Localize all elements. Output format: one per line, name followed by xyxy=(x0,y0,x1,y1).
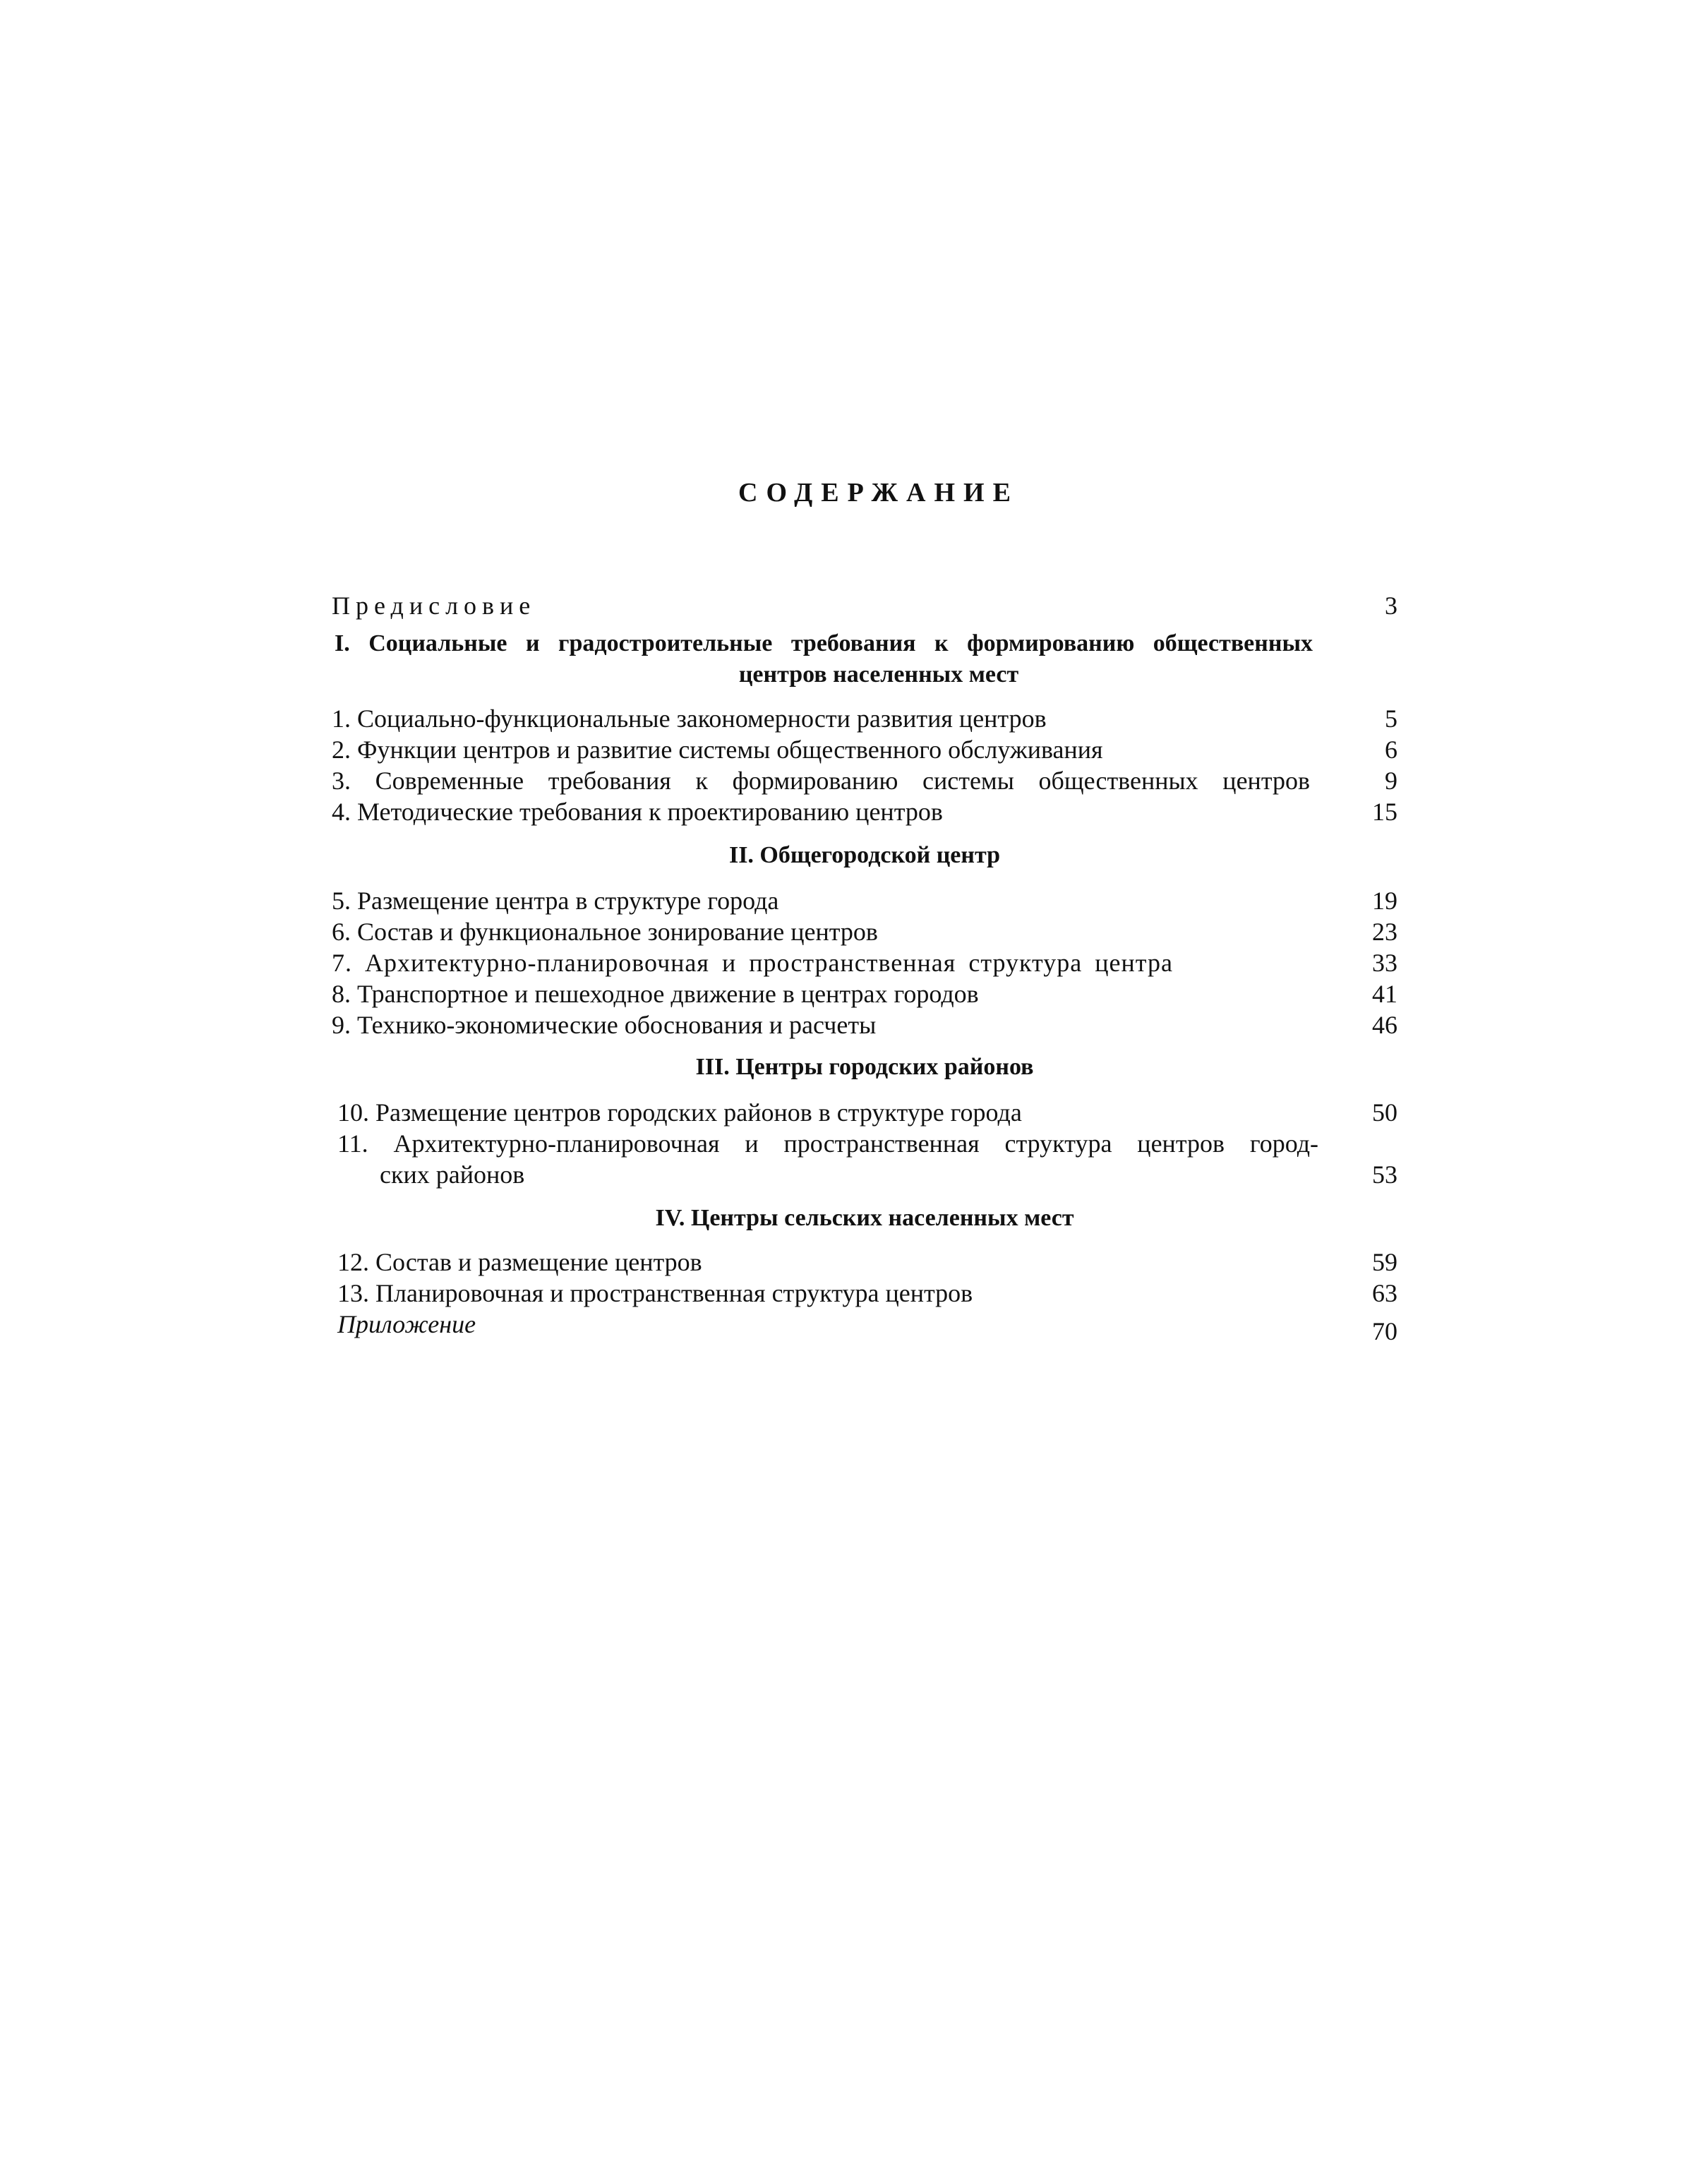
toc-entry-page: 41 xyxy=(1372,980,1397,1008)
toc-entry-page: 59 xyxy=(1372,1248,1397,1276)
toc-entry-page: 6 xyxy=(1385,736,1397,764)
toc-entry-label: 10. Размещение центров городских районов в структуре города xyxy=(337,1098,1022,1127)
toc-entry-label: 9. Технико-экономические обоснования и расчеты xyxy=(332,1011,877,1039)
toc-entry xyxy=(332,947,1397,978)
toc-entry-appendix xyxy=(337,1309,1397,1345)
toc-entry-page: 19 xyxy=(1372,887,1397,915)
toc-entry-page: 23 xyxy=(1372,918,1397,946)
part-heading-1-continued: центров населенных мест xyxy=(738,661,1019,688)
part-heading-1: I. Социальные и градостроительные требования к формированию общественных xyxy=(335,630,1313,656)
toc-entry xyxy=(332,734,1397,765)
toc-entry-page: 50 xyxy=(1372,1098,1397,1127)
toc-entry-page: 70 xyxy=(1372,1317,1397,1345)
toc-entry-label: 2. Функции центров и развитие системы общественного обслуживания xyxy=(332,736,1103,764)
toc-entry-label: 7. Архитектурно-планировочная и пространственная структура центра xyxy=(332,949,1173,977)
toc-entry-label: 1. Социально-функциональные закономерности развития центров xyxy=(332,704,1047,733)
page-title: СОДЕРЖАНИЕ xyxy=(738,478,1019,508)
toc-entry xyxy=(337,1278,1397,1309)
toc-entry-label: 5. Размещение центра в структуре города xyxy=(332,887,779,915)
toc-entry xyxy=(337,1247,1397,1278)
toc-entry-label: 12. Состав и размещение центров xyxy=(337,1248,702,1276)
toc-entry xyxy=(380,1159,1397,1190)
toc-entry xyxy=(332,1009,1397,1040)
toc-entry-page: 63 xyxy=(1372,1279,1397,1307)
part-heading-2: II. Общегородской центр xyxy=(728,842,1001,868)
toc-entry xyxy=(332,765,1397,796)
toc-entry xyxy=(332,885,1397,916)
toc-entry-label: 6. Состав и функциональное зонирование центров xyxy=(332,918,878,946)
toc-entry-page: 33 xyxy=(1372,949,1397,977)
toc-entry-page: 3 xyxy=(1385,592,1397,620)
toc-entry-label: 11. Архитектурно-планировочная и пространственная структура центров город- xyxy=(337,1129,1318,1158)
toc-entry-label: Предисловие xyxy=(332,592,536,620)
toc-entry-label: 4. Методические требования к проектированию центров xyxy=(332,798,943,826)
toc-entry-label: 3. Современные требования к формированию системы общественных центров xyxy=(332,767,1310,795)
toc-entry-label: 8. Транспортное и пешеходное движение в центрах городов xyxy=(332,980,979,1008)
toc-entry-page: 9 xyxy=(1385,767,1397,795)
toc-entry-preface xyxy=(332,590,1397,621)
toc-entry-label: 13. Планировочная и пространственная структура центров xyxy=(337,1279,973,1307)
toc-entry xyxy=(332,703,1397,734)
toc-entry-label: Приложение xyxy=(337,1310,476,1338)
part-heading-4: IV. Центры сельских населенных мест xyxy=(655,1205,1074,1231)
toc-entry-page: 46 xyxy=(1372,1011,1397,1039)
toc-entry-page: 5 xyxy=(1385,704,1397,733)
toc-entry-page: 15 xyxy=(1372,798,1397,826)
toc-entry xyxy=(332,796,1397,827)
toc-entry xyxy=(337,1097,1397,1128)
toc-entry-label-continued: ских районов xyxy=(380,1160,525,1189)
toc-entry xyxy=(332,978,1397,1009)
toc-entry-page: 53 xyxy=(1372,1160,1397,1189)
toc-entry xyxy=(332,916,1397,947)
part-heading-3: III. Центры городских районов xyxy=(695,1054,1034,1080)
